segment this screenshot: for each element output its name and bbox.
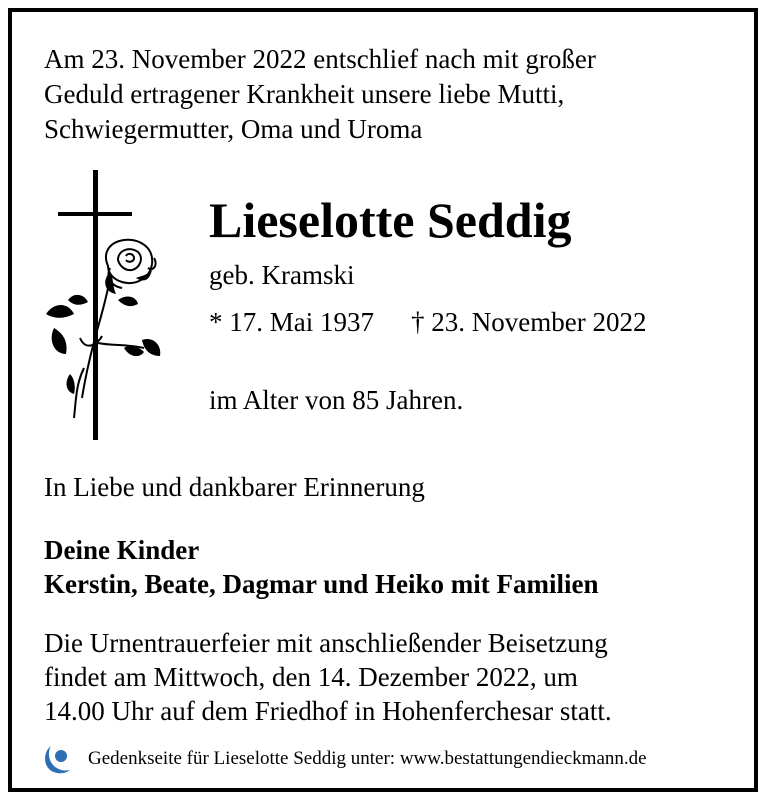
memory-text: In Liebe und dankbarer Erinnerung [44,472,425,502]
family-heading: Deine Kinder [44,535,200,565]
deceased-name: Lieselotte Seddig [209,192,572,248]
maiden-name: geb. Kramski [209,260,355,290]
intro-line: Geduld ertragener Krankheit unsere liebe Mutti, [44,79,565,109]
ceremony-line: findet am Mittwoch, den 14. Dezember 2022, um [44,662,578,692]
cross-with-rose-icon [40,168,165,443]
memorial-page-link[interactable]: Gedenkseite für Lieselotte Seddig unter: www.bestattungendieckmann.de [88,748,647,769]
family-names: Kerstin, Beate, Dagmar und Heiko mit Familien [44,569,599,599]
ceremony-line: 14.00 Uhr auf dem Friedhof in Hohenferchesar statt. [44,696,612,726]
bestatter-logo-icon [42,741,76,775]
intro-line: Am 23. November 2022 entschlief nach mit großer [44,44,596,74]
age-text: im Alter von 85 Jahren. [209,385,464,415]
death-date: † 23. November 2022 [411,307,647,337]
ceremony-text [44,626,612,728]
intro-line: Schwiegermutter, Oma und Uroma [44,114,423,144]
birth-date: * 17. Mai 1937 [209,307,374,337]
intro-text [44,42,596,147]
ceremony-line: Die Urnentrauerfeier mit anschließender Beisetzung [44,628,608,658]
